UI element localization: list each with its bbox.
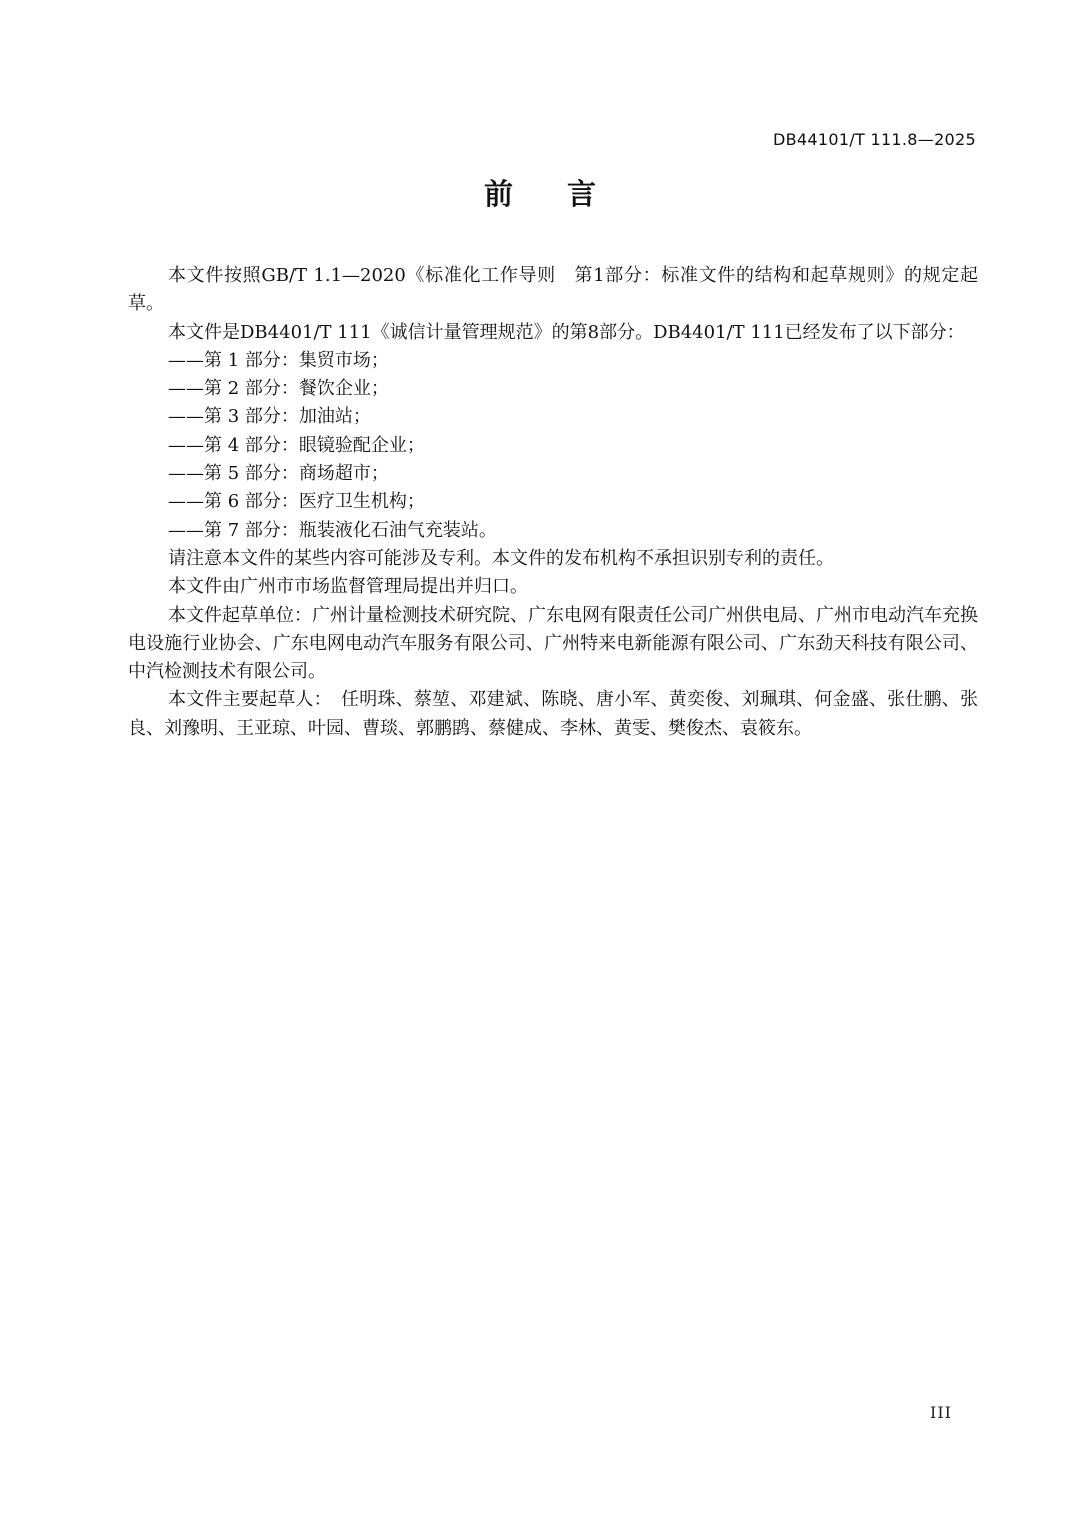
paragraph-proposer: 本文件由广州市市场监督管理局提出并归口。 xyxy=(168,576,528,598)
page-number: III xyxy=(930,1403,952,1422)
list-item-part: ——第 3 部分：加油站； xyxy=(168,406,371,428)
list-item-part: ——第 4 部分：眼镜验配企业； xyxy=(168,434,425,456)
list-item-part: ——第 7 部分：瓶装液化石油气充装站。 xyxy=(168,519,497,541)
document-code: DB44101/T 111.8—2025 xyxy=(773,130,976,149)
paragraph-drafting-units: 本文件起草单位：广州计量检测技术研究院、广东电网有限责任公司广州供电局、广州市电动汽车充换电设施行业协会、广东电网电动汽车服务有限公司、广州特来电新能源有限公司、广东劲天科技有限公司、中汽检测技术有限公司。 xyxy=(128,604,978,683)
list-item-part: ——第 6 部分：医疗卫生机构； xyxy=(168,491,425,513)
foreword-body xyxy=(128,262,978,743)
list-item-part: ——第 1 部分：集贸市场； xyxy=(168,349,389,371)
paragraph-patent-notice: 请注意本文件的某些内容可能涉及专利。本文件的发布机构不承担识别专利的责任。 xyxy=(168,547,834,569)
page-title: 前言 xyxy=(483,177,650,211)
paragraph-drafting-rules: 本文件按照GB/T 1.1—2020《标准化工作导则 第1部分：标准文件的结构和起草规则》的规定起草。 xyxy=(128,265,978,315)
paragraph-series-intro: 本文件是DB4401/T 111《诚信计量管理规范》的第8部分。DB4401/T 111已经发布了以下部分： xyxy=(168,321,965,343)
list-item-part: ——第 5 部分：商场超市； xyxy=(168,463,389,485)
list-item-part: ——第 2 部分：餐饮企业； xyxy=(168,378,389,400)
paragraph-drafters: 本文件主要起草人： 任明珠、蔡堃、邓建斌、陈晓、唐小军、黄奕俊、刘珮琪、何金盛、张仕鹏、张良、刘豫明、王亚琼、叶园、曹琰、郭鹏鹍、蔡健成、李林、黄雯、樊俊杰、袁筱东。 xyxy=(128,689,978,739)
